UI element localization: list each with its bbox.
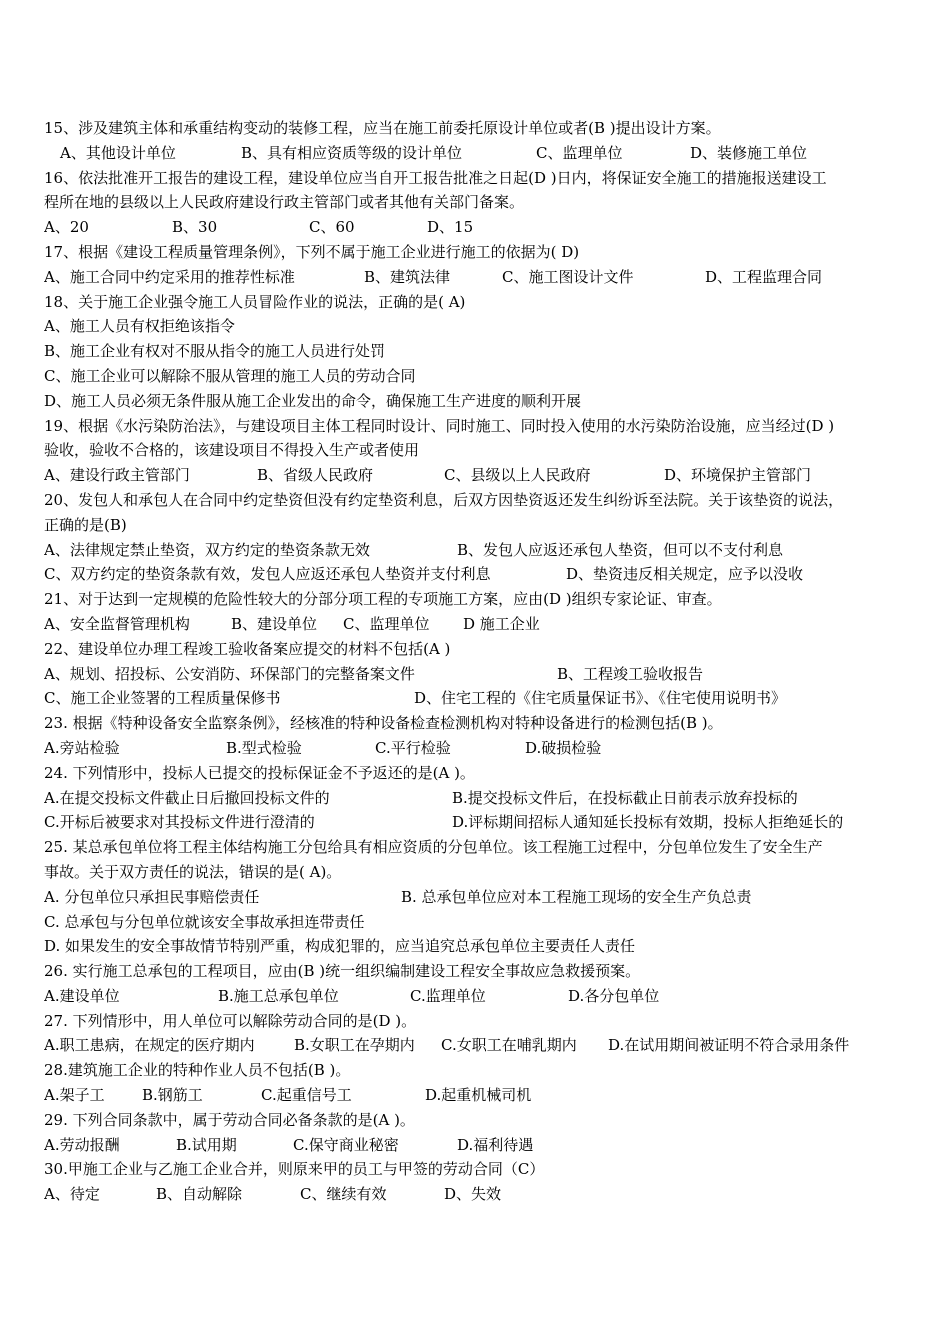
- answer-option: D、装修施工单位: [690, 143, 808, 162]
- answer-option: B、发包人应返还承包人垫资，但可以不支付利息: [457, 540, 784, 559]
- answer-option: D. 如果发生的安全事故情节特别严重，构成犯罪的，应当追究总承包单位主要责任人责任: [44, 937, 636, 956]
- option-row: [44, 786, 910, 811]
- option-row: [44, 141, 910, 166]
- option-row: [44, 662, 910, 687]
- question-stem: 17、根据《建设工程质量管理条例》，下列不属于施工企业进行施工的依据为( D): [44, 242, 580, 261]
- answer-option: B.女职工在孕期内: [294, 1036, 415, 1055]
- question-stem: 30.甲施工企业与乙施工企业合并，则原来甲的员工与甲签的劳动合同（C）: [44, 1160, 545, 1179]
- question-stem: 20、发包人和承包人在合同中约定垫资但没有约定垫资利息，后双方因垫资返还发生纠纷诉至法院。关于该垫资的说法，: [44, 490, 844, 509]
- answer-option: B.提交投标文件后，在投标截止日前表示放弃投标的: [452, 788, 798, 807]
- answer-option: B.钢筋工: [142, 1086, 203, 1105]
- option-row: [44, 934, 910, 959]
- answer-option: D.破损检验: [525, 738, 602, 757]
- option-row: [44, 984, 910, 1009]
- answer-option: B、工程竣工验收报告: [557, 664, 704, 683]
- answer-option: B、施工企业有权对不服从指令的施工人员进行处罚: [44, 342, 386, 361]
- answer-option: A、其他设计单位: [60, 143, 176, 162]
- answer-option: C、施工企业可以解除不服从管理的施工人员的劳动合同: [44, 366, 416, 385]
- question-stem: 正确的是(B): [44, 515, 127, 534]
- answer-option: C.女职工在哺乳期内: [441, 1036, 577, 1055]
- option-row: [44, 339, 910, 364]
- question-stem: 27. 下列情形中，用人单位可以解除劳动合同的是(D )。: [44, 1011, 417, 1030]
- question-stem: 程所在地的县级以上人民政府建设行政主管部门或者其他有关部门备案。: [44, 193, 525, 212]
- option-row: [44, 389, 910, 414]
- question-list: [44, 116, 910, 1207]
- question-stem: 事故。关于双方责任的说法，错误的是( A)。: [44, 862, 342, 881]
- question-stem: 23. 根据《特种设备安全监察条例》，经核准的特种设备检查检测机构对特种设备进行的检测包括(B )。: [44, 714, 723, 733]
- answer-option: D、施工人员必须无条件服从施工企业发出的命令，确保施工生产进度的顺利开展: [44, 391, 582, 410]
- answer-option: B. 总承包单位应对本工程施工现场的安全生产负总责: [401, 887, 752, 906]
- answer-option: A. 分包单位只承担民事赔偿责任: [44, 887, 260, 906]
- option-row: [44, 562, 910, 587]
- answer-option: A.职工患病，在规定的医疗期内: [44, 1036, 255, 1055]
- answer-option: B、建设单位: [231, 614, 318, 633]
- answer-option: C、施工图设计文件: [502, 267, 634, 286]
- option-row: [44, 265, 910, 290]
- answer-option: D.起重机械司机: [425, 1086, 532, 1105]
- answer-option: A、待定: [44, 1185, 100, 1204]
- question-stem: 验收，验收不合格的，该建设项目不得投入生产或者使用: [44, 441, 420, 460]
- answer-option: D、环境保护主管部门: [664, 466, 812, 485]
- answer-option: D、住宅工程的《住宅质量保证书》、《住宅使用说明书》: [414, 689, 787, 708]
- answer-option: A、20: [44, 218, 89, 237]
- answer-option: C、县级以上人民政府: [444, 466, 591, 485]
- answer-option: C.监理单位: [410, 986, 486, 1005]
- answer-option: A、安全监督管理机构: [44, 614, 190, 633]
- answer-option: A、法律规定禁止垫资，双方约定的垫资条款无效: [44, 540, 370, 559]
- question-stem: 15、涉及建筑主体和承重结构变动的装修工程，应当在施工前委托原设计单位或者(B )提出设计方案。: [44, 119, 721, 137]
- answer-option: B.试用期: [176, 1135, 237, 1154]
- answer-option: D.在试用期间被证明不符合录用条件: [608, 1036, 850, 1055]
- option-row: [44, 910, 910, 935]
- answer-option: D、垫资违反相关规定，应予以没收: [566, 565, 804, 584]
- answer-option: C.保守商业秘密: [293, 1135, 399, 1154]
- answer-option: B、自动解除: [156, 1185, 243, 1204]
- question-stem: 25. 某总承包单位将工程主体结构施工分包给具有相应资质的分包单位。该工程施工过程中，分包单位发生了安全生产: [44, 838, 823, 857]
- question-stem: 28.建筑施工企业的特种作业人员不包括(B )。: [44, 1061, 351, 1080]
- answer-option: C、监理单位: [343, 614, 430, 633]
- answer-option: A.旁站检验: [44, 738, 120, 757]
- question-stem: 18、关于施工企业强令施工人员冒险作业的说法，正确的是( A): [44, 292, 466, 311]
- option-row: [44, 736, 910, 761]
- answer-option: B、省级人民政府: [257, 466, 374, 485]
- option-row: [44, 1033, 910, 1058]
- answer-option: A.架子工: [44, 1086, 105, 1105]
- answer-option: B.施工总承包单位: [218, 986, 339, 1005]
- question-stem: 29. 下列合同条款中，属于劳动合同必备条款的是(A )。: [44, 1110, 415, 1129]
- answer-option: A、施工人员有权拒绝该指令: [44, 317, 235, 336]
- answer-option: B、具有相应资质等级的设计单位: [241, 143, 463, 162]
- answer-option: C.开标后被要求对其投标文件进行澄清的: [44, 813, 315, 832]
- answer-option: D.评标期间招标人通知延长投标有效期，投标人拒绝延长的: [452, 813, 844, 832]
- question-stem: 16、依法批准开工报告的建设工程，建设单位应当自开工报告批准之日起(D )日内，将保证安全施工的措施报送建设工: [44, 168, 827, 187]
- answer-option: A、建设行政主管部门: [44, 466, 190, 485]
- answer-option: C、施工企业签署的工程质量保修书: [44, 689, 281, 708]
- answer-option: B、30: [172, 218, 218, 237]
- answer-option: D、工程监理合同: [705, 267, 823, 286]
- option-row: [44, 885, 910, 910]
- answer-option: D.福利待遇: [457, 1135, 534, 1154]
- answer-option: C.平行检验: [375, 738, 451, 757]
- answer-option: C.起重信号工: [261, 1086, 352, 1105]
- answer-option: C、60: [309, 218, 355, 237]
- answer-option: A、施工合同中约定采用的推荐性标准: [44, 267, 295, 286]
- option-row: [44, 1083, 910, 1108]
- answer-option: D、15: [427, 218, 474, 237]
- answer-option: D.各分包单位: [568, 986, 660, 1005]
- question-stem: 21、对于达到一定规模的危险性较大的分部分项工程的专项施工方案，应由(D )组织专家论证、审查。: [44, 590, 722, 609]
- answer-option: A、规划、招投标、公安消防、环保部门的完整备案文件: [44, 664, 415, 683]
- option-row: [44, 364, 910, 389]
- answer-option: C、双方约定的垫资条款有效，发包人应返还承包人垫资并支付利息: [44, 565, 491, 584]
- option-row: [44, 810, 910, 835]
- answer-option: A.劳动报酬: [44, 1135, 120, 1154]
- answer-option: C. 总承包与分包单位就该安全事故承担连带责任: [44, 912, 365, 931]
- option-row: [44, 538, 910, 563]
- answer-option: D、失效: [444, 1185, 502, 1204]
- answer-option: A.在提交投标文件截止日后撤回投标文件的: [44, 788, 330, 807]
- answer-option: B、建筑法律: [364, 267, 451, 286]
- option-row: [44, 612, 910, 637]
- answer-option: B.型式检验: [226, 738, 302, 757]
- question-stem: 19、根据《水污染防治法》，与建设项目主体工程同时设计、同时施工、同时投入使用的水污染防治设施，应当经过(D ): [44, 416, 835, 435]
- answer-option: D 施工企业: [463, 614, 540, 633]
- question-stem: 22、建设单位办理工程竣工验收备案应提交的材料不包括(A ): [44, 639, 451, 658]
- option-row: [44, 215, 910, 240]
- option-row: [44, 1133, 910, 1158]
- answer-option: C、监理单位: [536, 143, 623, 162]
- question-stem: 24. 下列情形中，投标人已提交的投标保证金不予返还的是(A )。: [44, 763, 475, 782]
- question-stem: 26. 实行施工总承包的工程项目，应由(B )统一组织编制建设工程安全事故应急救援预案。: [44, 962, 641, 981]
- answer-option: C、继续有效: [300, 1185, 387, 1204]
- option-row: [44, 314, 910, 339]
- answer-option: A.建设单位: [44, 986, 120, 1005]
- option-row: [44, 686, 910, 711]
- option-row: [44, 1182, 910, 1207]
- option-row: [44, 463, 910, 488]
